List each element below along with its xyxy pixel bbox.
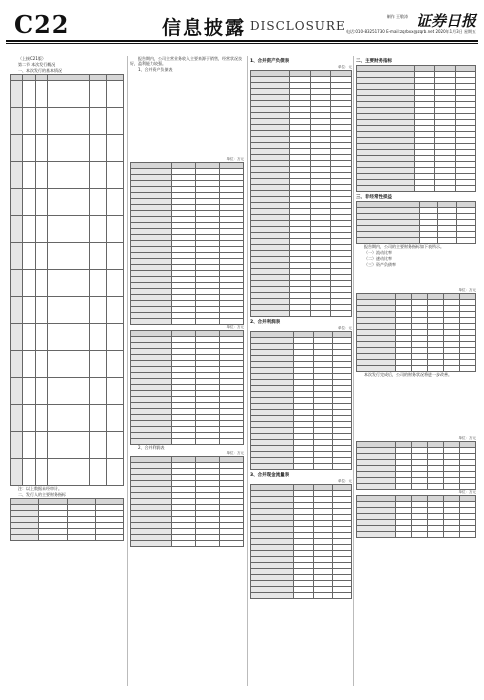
section-title-en: DISCLOSURE [250, 19, 346, 33]
column-2-text [130, 56, 244, 66]
unit-label: 单位：元 [338, 479, 352, 483]
note: 二、发行人的主要财务指标 [18, 492, 66, 497]
paragraph: （一）流动比率 [364, 250, 392, 255]
paragraph: 第二节 本次发行概况 [18, 62, 56, 67]
unit-label: 单位：元 [338, 326, 352, 330]
unit-label: 单位：万元 [458, 436, 476, 440]
table-non-recurring [356, 201, 476, 244]
table-cash-flow [130, 456, 244, 547]
table-parent-income [250, 331, 352, 470]
paragraph: （上接C21版） [18, 56, 46, 61]
table-caption: 2、合并利润表 [250, 320, 281, 325]
column-divider [353, 56, 354, 686]
page-number: C22 [14, 10, 70, 39]
table-revenue-breakdown [356, 441, 476, 490]
paragraph: 报告期内，公司主营业务收入主要来源于销售，经营状况良好，盈利能力较强。 [130, 56, 242, 66]
column-4 [356, 56, 476, 686]
paragraph: 1、合并资产负债表 [138, 67, 173, 72]
unit-label: 单位：万元 [458, 490, 476, 494]
table-asset-structure [356, 293, 476, 372]
table-income-statement [130, 330, 244, 445]
paragraph: 报告期内，公司的主要财务指标如下表所示。 [364, 244, 444, 249]
column-divider [127, 56, 128, 686]
unit-label: 单位：万元 [226, 157, 244, 161]
header-rule [6, 40, 478, 42]
table-parent-balance-sheet [250, 70, 352, 317]
table-parent-cash-flow [250, 484, 352, 599]
unit-label: 单位：万元 [226, 451, 244, 455]
table-caption: 二、主要财务指标 [356, 59, 392, 64]
table-caption: 1、合并资产负债表 [250, 59, 290, 64]
unit-label: 单位：万元 [226, 325, 244, 329]
contact-date-line: 电话:010-83251730 E-mail:zqrbxx@zqrb.net 2020年1月3日 星期五 [346, 29, 476, 34]
column-1-text [10, 56, 124, 73]
table-caption: 三、非经常性损益 [356, 195, 392, 200]
column-2 [130, 56, 244, 686]
unit-label: 单位：万元 [458, 288, 476, 292]
table-caption: 3、合并现金流量表 [250, 473, 290, 478]
table-balance-sheet [130, 162, 244, 325]
table-offering-details [10, 74, 124, 486]
table-financial-indicators [10, 498, 124, 541]
paragraph: 本次发行完成后，公司的财务状况将进一步改善。 [364, 372, 452, 377]
page-header [6, 10, 478, 40]
paragraph: 一、本次发行的基本情况 [18, 68, 62, 73]
column-4-body [356, 244, 476, 288]
column-1-notes [10, 486, 124, 497]
newspaper-logo: 证券日报 [415, 12, 476, 30]
paragraph: 2、合并利润表 [138, 445, 165, 450]
note: 注：以上数据未经审计。 [18, 486, 62, 491]
column-2-subheading [130, 445, 244, 450]
column-4-analysis [356, 372, 476, 436]
paragraph: （三）资产负债率 [364, 262, 396, 267]
section-title: 信息披露 [162, 17, 247, 39]
column-divider [247, 56, 248, 686]
paragraph: （二）速动比率 [364, 256, 392, 261]
header-rule-thin [6, 43, 478, 44]
column-3 [250, 56, 352, 686]
editor-credits: 制作 王敬涛 [386, 14, 408, 19]
table-key-ratios [356, 65, 476, 192]
column-1 [10, 56, 124, 686]
unit-label: 单位：元 [338, 65, 352, 69]
table-cost-breakdown [356, 495, 476, 538]
column-2-body [130, 67, 244, 157]
